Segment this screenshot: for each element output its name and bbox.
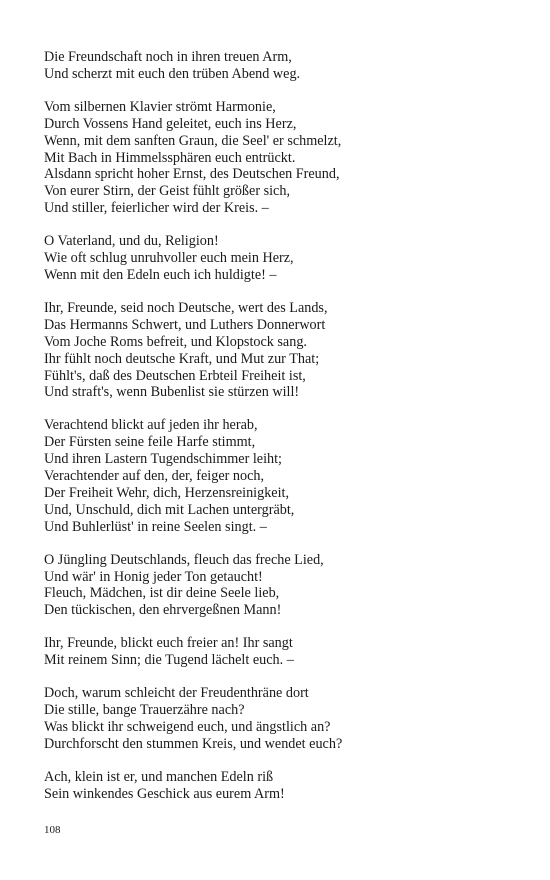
verse-line: Wenn mit den Edeln euch ich huldigte! – (44, 266, 277, 283)
verse-line: Durch Vossens Hand geleitet, euch ins Herz, (44, 115, 297, 132)
verse-line: Und straft's, wenn Bubenlist sie stürzen will! (44, 384, 300, 401)
verse-line: O Vaterland, und du, Religion! (44, 233, 219, 250)
verse-line: Ach, klein ist er, und manchen Edeln riß (44, 768, 274, 785)
verse-line: Ihr, Freunde, seid noch Deutsche, wert des Lands, (44, 299, 328, 316)
verse-line: O Jüngling Deutschlands, fleuch das freche Lied, (44, 551, 324, 568)
verse-line: Den tückischen, den ehrvergeßnen Mann! (44, 602, 282, 619)
verse-line: Das Hermanns Schwert, und Luthers Donnerwort (44, 316, 326, 333)
verse-line: Vom Joche Roms befreit, und Klopstock sang. (44, 333, 307, 350)
verse-line: Und ihren Lastern Tugendschimmer leiht; (44, 451, 283, 468)
verse-line: Und, Unschuld, dich mit Lachen untergräbt, (44, 501, 295, 518)
verse-line: Vom silbernen Klavier strömt Harmonie, (44, 98, 276, 115)
verse-line: Und Buhlerlüst' in reine Seelen singt. – (44, 518, 267, 535)
verse-line: Ihr, Freunde, blickt euch freier an! Ihr sangt (44, 635, 293, 652)
verse-line: Alsdann spricht hoher Ernst, des Deutschen Freund, (44, 166, 340, 183)
verse-line: Wenn, mit dem sanften Graun, die Seel' er schmelzt, (44, 132, 342, 149)
verse-line: Verachtender auf den, der, feiger noch, (44, 468, 265, 485)
verse-line: Wie oft schlug unruhvoller euch mein Herz, (44, 250, 294, 267)
verse-line: Sein winkendes Geschick aus eurem Arm! (44, 785, 285, 802)
stanza-3 (44, 233, 514, 284)
verse-line: Und scherzt mit euch den trüben Abend weg. (44, 65, 301, 82)
verse-line: Mit Bach in Himmelssphären euch entrückt. (44, 149, 296, 166)
verse-line: Doch, warum schleicht der Freudenthräne dort (44, 685, 309, 702)
stanza-1 (44, 49, 514, 83)
verse-line: Was blickt ihr schweigend euch, und ängstlich an? (44, 718, 331, 735)
verse-line: Der Freiheit Wehr, dich, Herzensreinigkeit, (44, 484, 290, 501)
verse-line: Und wär' in Honig jeder Ton getaucht! (44, 568, 263, 585)
verse-line: Die Freundschaft noch in ihren treuen Arm, (44, 49, 292, 65)
poem-text (44, 49, 514, 819)
stanza-4 (44, 300, 514, 401)
verse-line: Mit reinem Sinn; die Tugend lächelt euch. – (44, 652, 294, 669)
verse-line: Durchforscht den stummen Kreis, und wendet euch? (44, 735, 343, 752)
stanza-7 (44, 635, 514, 669)
verse-line: Der Fürsten seine feile Harfe stimmt, (44, 434, 256, 451)
verse-line: Fleuch, Mädchen, ist dir deine Seele lieb, (44, 585, 280, 602)
stanza-9 (44, 769, 514, 803)
verse-line: Verachtend blickt auf jeden ihr herab, (44, 417, 258, 434)
page-number: 108 (44, 824, 61, 836)
stanza-5 (44, 417, 514, 535)
stanza-2 (44, 99, 514, 217)
verse-line: Ihr fühlt noch deutsche Kraft, und Mut zur That; (44, 350, 320, 367)
stanza-6 (44, 552, 514, 620)
verse-line: Die stille, bange Trauerzähre nach? (44, 702, 245, 718)
verse-line: Fühlt's, daß des Deutschen Erbteil Freiheit ist, (44, 367, 306, 384)
verse-line: Von eurer Stirn, der Geist fühlt größer sich, (44, 183, 290, 200)
stanza-8 (44, 685, 514, 753)
verse-line: Und stiller, feierlicher wird der Kreis. – (44, 200, 269, 217)
